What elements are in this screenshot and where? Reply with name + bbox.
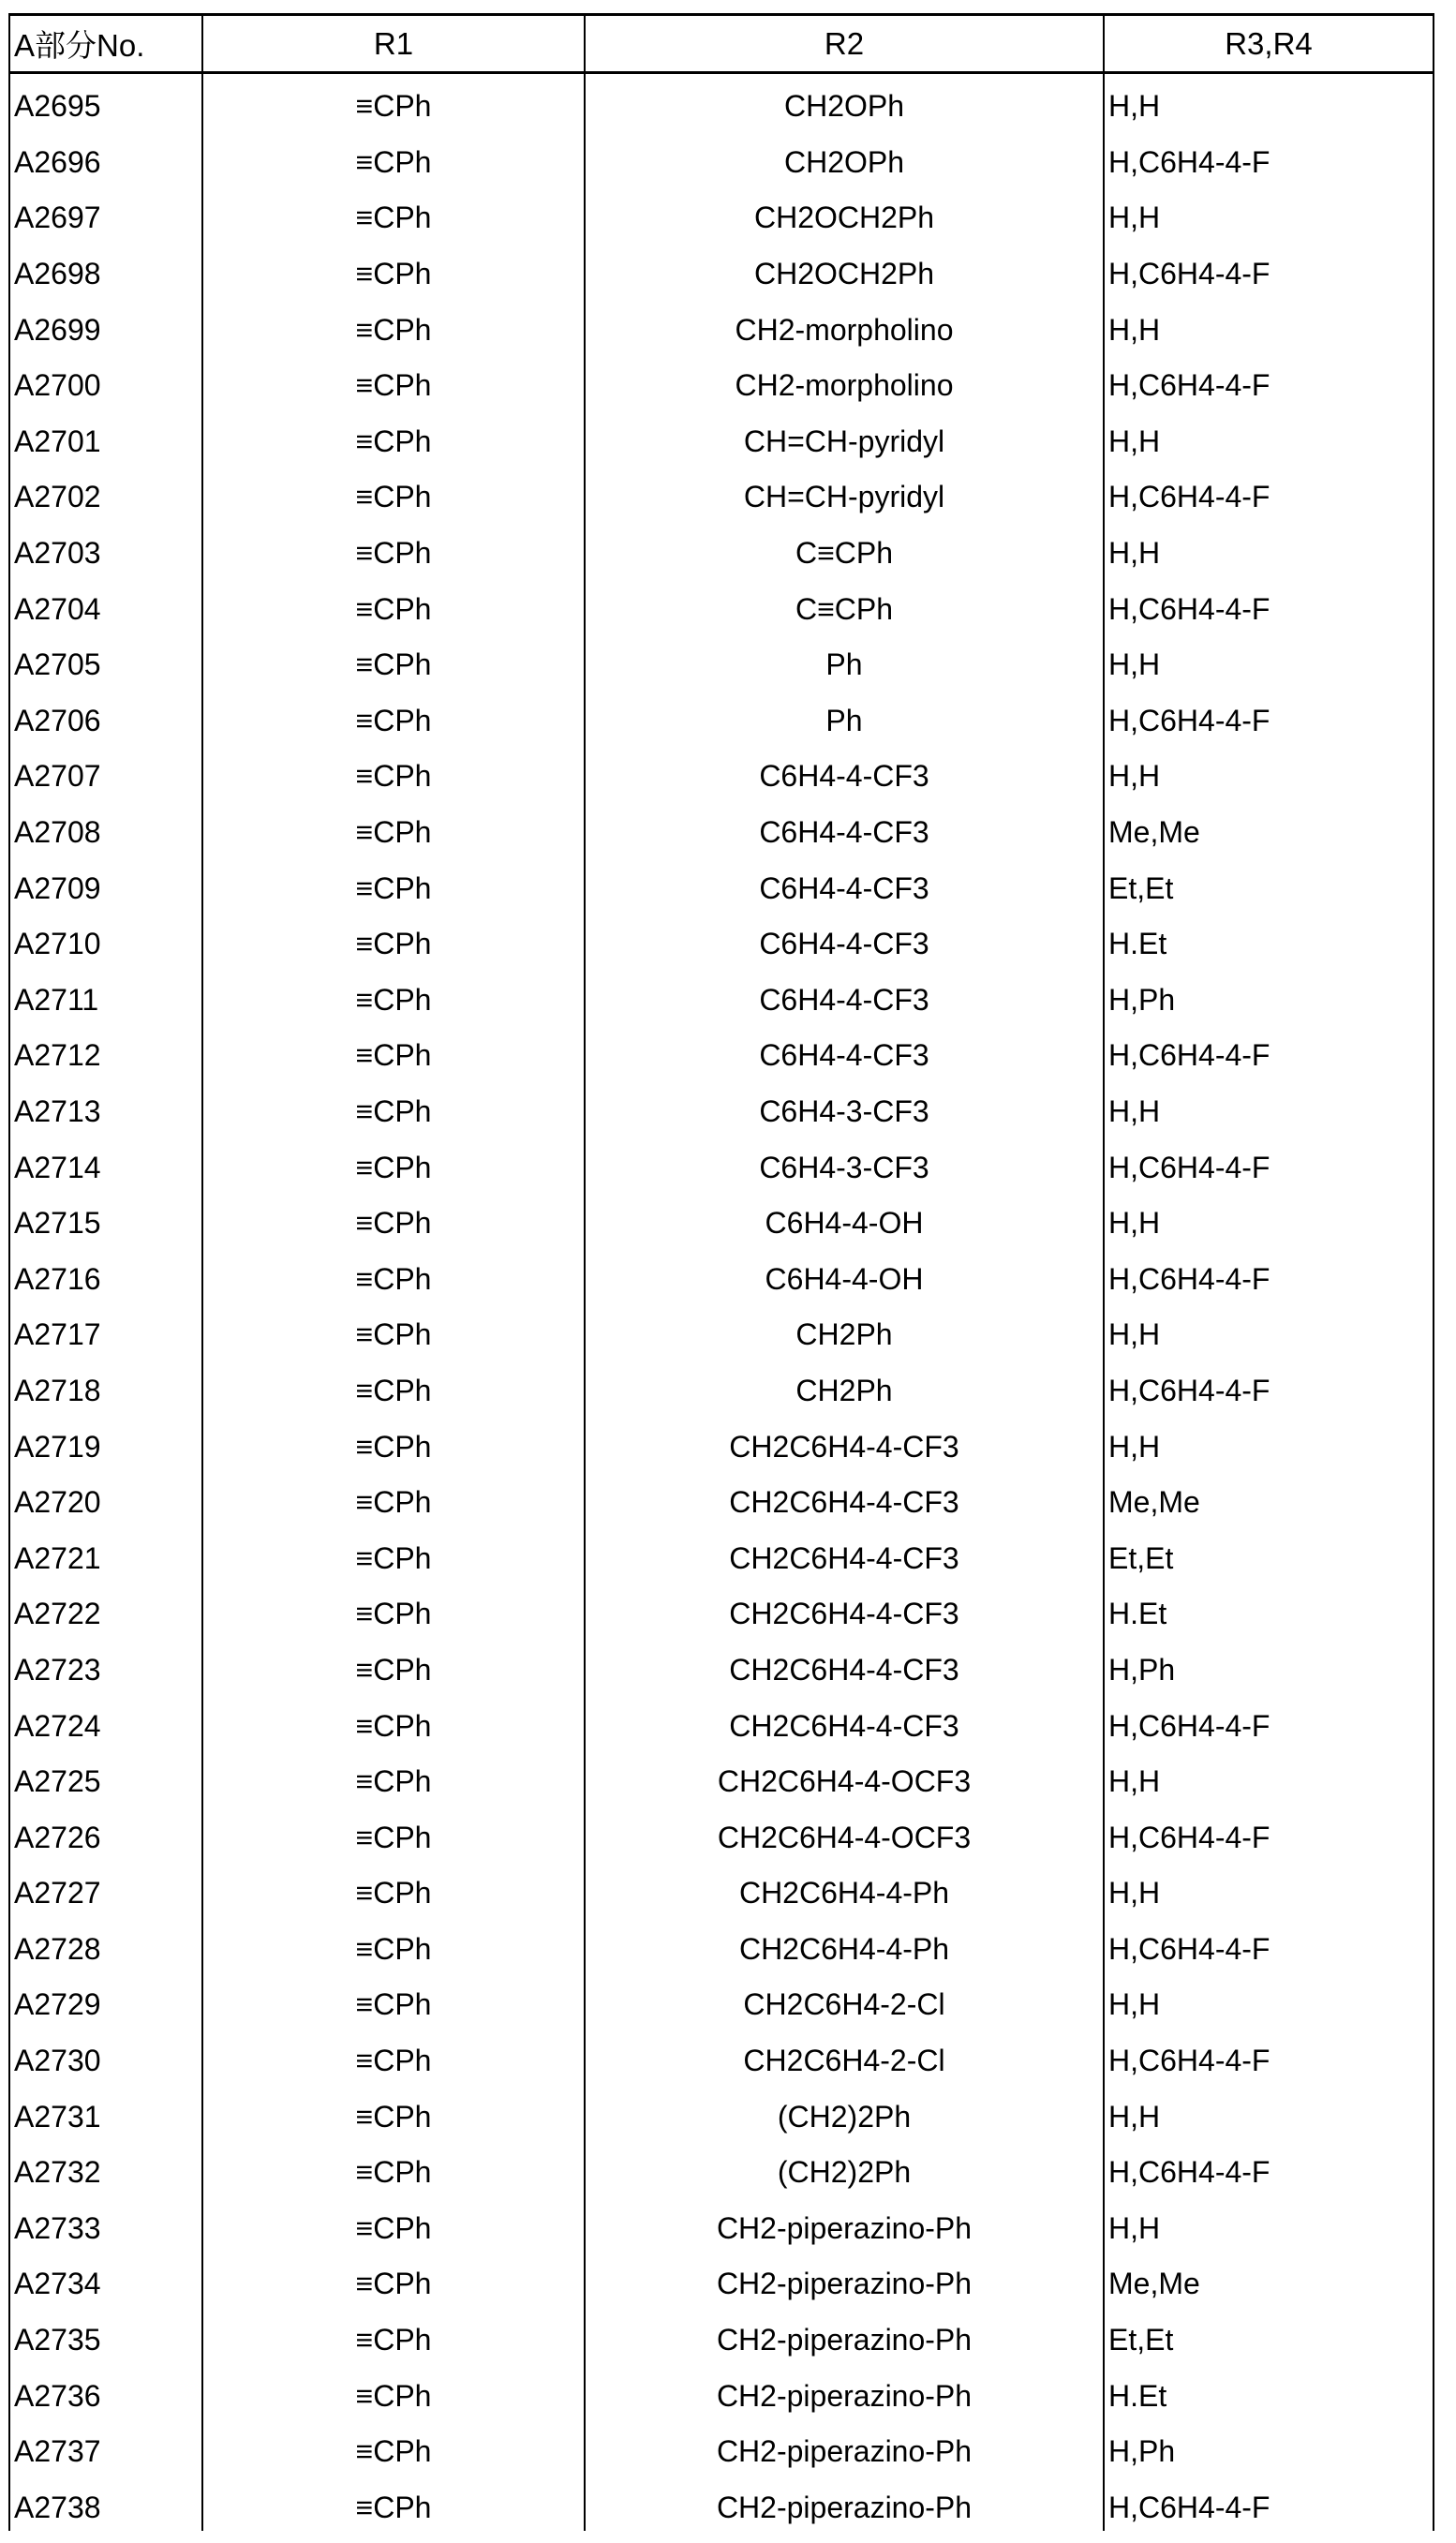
table-body xyxy=(8,74,1434,2531)
cell-r3-r4: Me,Me xyxy=(1103,1470,1434,1526)
cell-r3-r4: H,H xyxy=(1103,632,1434,689)
cell-r1: ≡CPh xyxy=(201,800,584,856)
cell-a-part-no: A2697 xyxy=(8,186,201,242)
cell-a-part-no: A2699 xyxy=(8,297,201,353)
table-row xyxy=(8,1246,1434,1302)
cell-r2: CH2-piperazino-Ph xyxy=(584,2252,1103,2308)
cell-r1: ≡CPh xyxy=(201,1638,584,1694)
cell-r1: ≡CPh xyxy=(201,74,584,130)
cell-a-part-no: A2723 xyxy=(8,1638,201,1694)
cell-r3-r4: H,H xyxy=(1103,297,1434,353)
cell-r2: C6H4-4-CF3 xyxy=(584,968,1103,1024)
cell-r1: ≡CPh xyxy=(201,1693,584,1749)
cell-a-part-no: A2711 xyxy=(8,968,201,1024)
cell-r2: Ph xyxy=(584,632,1103,689)
cell-r1: ≡CPh xyxy=(201,855,584,912)
cell-a-part-no: A2726 xyxy=(8,1805,201,1861)
cell-r2: CH2C6H4-4-OCF3 xyxy=(584,1749,1103,1806)
cell-r3-r4: H,C6H4-4-F xyxy=(1103,689,1434,745)
cell-r1: ≡CPh xyxy=(201,744,584,800)
cell-r2: C6H4-4-OH xyxy=(584,1246,1103,1302)
cell-a-part-no: A2736 xyxy=(8,2363,201,2419)
cell-r3-r4: Et,Et xyxy=(1103,1525,1434,1582)
cell-a-part-no: A2703 xyxy=(8,521,201,577)
cell-r1: ≡CPh xyxy=(201,1805,584,1861)
cell-r2: CH2-piperazino-Ph xyxy=(584,2419,1103,2476)
cell-r2: CH2C6H4-4-OCF3 xyxy=(584,1805,1103,1861)
table-row xyxy=(8,1638,1434,1694)
cell-a-part-no: A2713 xyxy=(8,1079,201,1136)
cell-a-part-no: A2710 xyxy=(8,912,201,968)
table-row xyxy=(8,1414,1434,1470)
cell-r2: CH2C6H4-2-Cl xyxy=(584,1972,1103,2029)
table-row xyxy=(8,744,1434,800)
cell-r3-r4: H,H xyxy=(1103,2084,1434,2140)
cell-r3-r4: H,Ph xyxy=(1103,2419,1434,2476)
cell-r2: CH2C6H4-4-CF3 xyxy=(584,1638,1103,1694)
cell-r2: C6H4-4-CF3 xyxy=(584,744,1103,800)
cell-r1: ≡CPh xyxy=(201,2308,584,2364)
table-row xyxy=(8,1917,1434,1973)
cell-r3-r4: H,C6H4-4-F xyxy=(1103,1359,1434,1415)
cell-a-part-no: A2731 xyxy=(8,2084,201,2140)
table-row xyxy=(8,1302,1434,1359)
cell-r3-r4: H,C6H4-4-F xyxy=(1103,2140,1434,2196)
cell-r1: ≡CPh xyxy=(201,1525,584,1582)
table-row xyxy=(8,1525,1434,1582)
cell-r2: C6H4-4-CF3 xyxy=(584,855,1103,912)
cell-r3-r4: H,H xyxy=(1103,521,1434,577)
cell-r3-r4: H,H xyxy=(1103,186,1434,242)
cell-r2: C6H4-4-CF3 xyxy=(584,800,1103,856)
cell-r1: ≡CPh xyxy=(201,1414,584,1470)
cell-a-part-no: A2704 xyxy=(8,576,201,632)
cell-a-part-no: A2717 xyxy=(8,1302,201,1359)
cell-r3-r4: H,H xyxy=(1103,744,1434,800)
cell-r2: C6H4-4-OH xyxy=(584,1191,1103,1247)
cell-r2: CH2-morpholino xyxy=(584,353,1103,409)
table-row xyxy=(8,576,1434,632)
cell-r2: CH2C6H4-4-CF3 xyxy=(584,1414,1103,1470)
cell-r3-r4: H,C6H4-4-F xyxy=(1103,353,1434,409)
cell-a-part-no: A2706 xyxy=(8,689,201,745)
header-r2: R2 xyxy=(584,16,1103,71)
cell-r2: CH2C6H4-2-Cl xyxy=(584,2029,1103,2085)
cell-r2: (CH2)2Ph xyxy=(584,2084,1103,2140)
cell-a-part-no: A2727 xyxy=(8,1861,201,1917)
cell-r2: C≡CPh xyxy=(584,521,1103,577)
table-row xyxy=(8,968,1434,1024)
cell-a-part-no: A2732 xyxy=(8,2140,201,2196)
cell-r3-r4: H,H xyxy=(1103,74,1434,130)
cell-r2: CH=CH-pyridyl xyxy=(584,409,1103,466)
table-row xyxy=(8,130,1434,186)
table-row xyxy=(8,1079,1434,1136)
cell-r3-r4: H,C6H4-4-F xyxy=(1103,576,1434,632)
cell-r3-r4: H,C6H4-4-F xyxy=(1103,2476,1434,2532)
cell-a-part-no: A2733 xyxy=(8,2196,201,2253)
cell-r2: CH2OCH2Ph xyxy=(584,242,1103,298)
cell-r3-r4: H,C6H4-4-F xyxy=(1103,465,1434,521)
cell-a-part-no: A2705 xyxy=(8,632,201,689)
cell-r3-r4: H,H xyxy=(1103,1749,1434,1806)
cell-r3-r4: Et,Et xyxy=(1103,2308,1434,2364)
cell-a-part-no: A2700 xyxy=(8,353,201,409)
cell-r2: C≡CPh xyxy=(584,576,1103,632)
cell-r2: CH=CH-pyridyl xyxy=(584,465,1103,521)
cell-r2: CH2C6H4-4-CF3 xyxy=(584,1582,1103,1638)
table-row xyxy=(8,1749,1434,1806)
cell-r3-r4: H,C6H4-4-F xyxy=(1103,1246,1434,1302)
cell-a-part-no: A2725 xyxy=(8,1749,201,1806)
cell-r3-r4: H.Et xyxy=(1103,912,1434,968)
cell-a-part-no: A2715 xyxy=(8,1191,201,1247)
cell-r1: ≡CPh xyxy=(201,1302,584,1359)
table-row xyxy=(8,74,1434,130)
cell-a-part-no: A2721 xyxy=(8,1525,201,1582)
cell-r1: ≡CPh xyxy=(201,1359,584,1415)
cell-r3-r4: H.Et xyxy=(1103,1582,1434,1638)
cell-r3-r4: H,H xyxy=(1103,2196,1434,2253)
table-row xyxy=(8,2084,1434,2140)
cell-r1: ≡CPh xyxy=(201,1972,584,2029)
table-row xyxy=(8,2363,1434,2419)
table-row xyxy=(8,2029,1434,2085)
table-row xyxy=(8,855,1434,912)
table-row xyxy=(8,2140,1434,2196)
cell-r1: ≡CPh xyxy=(201,632,584,689)
cell-a-part-no: A2728 xyxy=(8,1917,201,1973)
table-row xyxy=(8,1693,1434,1749)
cell-r1: ≡CPh xyxy=(201,689,584,745)
cell-r2: CH2C6H4-4-CF3 xyxy=(584,1470,1103,1526)
cell-r1: ≡CPh xyxy=(201,186,584,242)
cell-r3-r4: H,C6H4-4-F xyxy=(1103,1917,1434,1973)
table-row xyxy=(8,2476,1434,2532)
cell-a-part-no: A2719 xyxy=(8,1414,201,1470)
cell-r1: ≡CPh xyxy=(201,1582,584,1638)
cell-r2: CH2Ph xyxy=(584,1302,1103,1359)
cell-a-part-no: A2714 xyxy=(8,1135,201,1191)
cell-r3-r4: Me,Me xyxy=(1103,2252,1434,2308)
cell-r3-r4: H,C6H4-4-F xyxy=(1103,2029,1434,2085)
table-row xyxy=(8,1805,1434,1861)
cell-r2: CH2OPh xyxy=(584,130,1103,186)
cell-r1: ≡CPh xyxy=(201,242,584,298)
cell-r2: CH2C6H4-4-Ph xyxy=(584,1917,1103,1973)
table-row xyxy=(8,632,1434,689)
cell-r2: CH2Ph xyxy=(584,1359,1103,1415)
cell-r1: ≡CPh xyxy=(201,2196,584,2253)
compound-table xyxy=(8,13,1434,2531)
cell-r1: ≡CPh xyxy=(201,1917,584,1973)
cell-r1: ≡CPh xyxy=(201,2252,584,2308)
cell-r1: ≡CPh xyxy=(201,1749,584,1806)
cell-r3-r4: H,H xyxy=(1103,409,1434,466)
cell-r2: CH2-piperazino-Ph xyxy=(584,2196,1103,2253)
cell-r2: C6H4-4-CF3 xyxy=(584,1023,1103,1079)
cell-r1: ≡CPh xyxy=(201,465,584,521)
cell-a-part-no: A2708 xyxy=(8,800,201,856)
cell-r2: CH2-piperazino-Ph xyxy=(584,2308,1103,2364)
table-row xyxy=(8,409,1434,466)
cell-r1: ≡CPh xyxy=(201,912,584,968)
table-row xyxy=(8,353,1434,409)
table-header-row xyxy=(8,13,1434,74)
table-row xyxy=(8,1582,1434,1638)
cell-r2: CH2C6H4-4-Ph xyxy=(584,1861,1103,1917)
table-row xyxy=(8,465,1434,521)
cell-a-part-no: A2718 xyxy=(8,1359,201,1415)
cell-a-part-no: A2738 xyxy=(8,2476,201,2532)
cell-r3-r4: Et,Et xyxy=(1103,855,1434,912)
cell-r1: ≡CPh xyxy=(201,1191,584,1247)
cell-a-part-no: A2722 xyxy=(8,1582,201,1638)
table-row xyxy=(8,1470,1434,1526)
table-row xyxy=(8,912,1434,968)
cell-r2: CH2-morpholino xyxy=(584,297,1103,353)
cell-r3-r4: H,C6H4-4-F xyxy=(1103,1693,1434,1749)
header-r3-r4: R3,R4 xyxy=(1103,16,1434,71)
cell-r3-r4: H,H xyxy=(1103,1079,1434,1136)
cell-r2: C6H4-3-CF3 xyxy=(584,1135,1103,1191)
cell-r3-r4: H,H xyxy=(1103,1861,1434,1917)
cell-r3-r4: H,H xyxy=(1103,1414,1434,1470)
cell-r1: ≡CPh xyxy=(201,576,584,632)
table-row xyxy=(8,2308,1434,2364)
table-row xyxy=(8,1861,1434,1917)
cell-r2: C6H4-4-CF3 xyxy=(584,912,1103,968)
cell-r2: CH2C6H4-4-CF3 xyxy=(584,1525,1103,1582)
cell-r3-r4: H,C6H4-4-F xyxy=(1103,242,1434,298)
cell-a-part-no: A2730 xyxy=(8,2029,201,2085)
cell-r1: ≡CPh xyxy=(201,2419,584,2476)
cell-r1: ≡CPh xyxy=(201,1135,584,1191)
cell-r2: CH2C6H4-4-CF3 xyxy=(584,1693,1103,1749)
cell-r1: ≡CPh xyxy=(201,2476,584,2532)
cell-r1: ≡CPh xyxy=(201,130,584,186)
cell-r1: ≡CPh xyxy=(201,968,584,1024)
cell-a-part-no: A2702 xyxy=(8,465,201,521)
cell-r3-r4: H,Ph xyxy=(1103,968,1434,1024)
cell-r2: CH2-piperazino-Ph xyxy=(584,2363,1103,2419)
table-row xyxy=(8,1023,1434,1079)
cell-r1: ≡CPh xyxy=(201,2084,584,2140)
cell-a-part-no: A2735 xyxy=(8,2308,201,2364)
cell-a-part-no: A2695 xyxy=(8,74,201,130)
cell-r3-r4: H,H xyxy=(1103,1191,1434,1247)
cell-r1: ≡CPh xyxy=(201,1079,584,1136)
cell-r1: ≡CPh xyxy=(201,1023,584,1079)
cell-a-part-no: A2698 xyxy=(8,242,201,298)
cell-r1: ≡CPh xyxy=(201,521,584,577)
table-row xyxy=(8,521,1434,577)
cell-a-part-no: A2716 xyxy=(8,1246,201,1302)
cell-r3-r4: H,C6H4-4-F xyxy=(1103,130,1434,186)
header-r1: R1 xyxy=(201,16,584,71)
cell-r2: Ph xyxy=(584,689,1103,745)
cell-r1: ≡CPh xyxy=(201,353,584,409)
cell-r2: CH2OPh xyxy=(584,74,1103,130)
cell-r3-r4: H,H xyxy=(1103,1302,1434,1359)
cell-a-part-no: A2737 xyxy=(8,2419,201,2476)
cell-r2: C6H4-3-CF3 xyxy=(584,1079,1103,1136)
cell-r3-r4: H.Et xyxy=(1103,2363,1434,2419)
cell-a-part-no: A2696 xyxy=(8,130,201,186)
table-row xyxy=(8,2419,1434,2476)
cell-r1: ≡CPh xyxy=(201,1246,584,1302)
table-row xyxy=(8,242,1434,298)
cell-a-part-no: A2701 xyxy=(8,409,201,466)
cell-r3-r4: H,C6H4-4-F xyxy=(1103,1023,1434,1079)
cell-a-part-no: A2712 xyxy=(8,1023,201,1079)
table-row xyxy=(8,1359,1434,1415)
table-row xyxy=(8,1972,1434,2029)
cell-r2: CH2-piperazino-Ph xyxy=(584,2476,1103,2532)
cell-a-part-no: A2729 xyxy=(8,1972,201,2029)
cell-a-part-no: A2724 xyxy=(8,1693,201,1749)
cell-r2: CH2OCH2Ph xyxy=(584,186,1103,242)
cell-r1: ≡CPh xyxy=(201,2363,584,2419)
cell-a-part-no: A2720 xyxy=(8,1470,201,1526)
table-row xyxy=(8,297,1434,353)
cell-r3-r4: H,H xyxy=(1103,1972,1434,2029)
table-row xyxy=(8,186,1434,242)
cell-a-part-no: A2707 xyxy=(8,744,201,800)
table-row xyxy=(8,689,1434,745)
cell-r3-r4: H,C6H4-4-F xyxy=(1103,1135,1434,1191)
cell-r1: ≡CPh xyxy=(201,1861,584,1917)
cell-r1: ≡CPh xyxy=(201,409,584,466)
cell-r2: (CH2)2Ph xyxy=(584,2140,1103,2196)
cell-r1: ≡CPh xyxy=(201,297,584,353)
cell-a-part-no: A2734 xyxy=(8,2252,201,2308)
cell-r3-r4: Me,Me xyxy=(1103,800,1434,856)
cell-r1: ≡CPh xyxy=(201,1470,584,1526)
cell-r3-r4: H,C6H4-4-F xyxy=(1103,1805,1434,1861)
cell-r3-r4: H,Ph xyxy=(1103,1638,1434,1694)
cell-r1: ≡CPh xyxy=(201,2140,584,2196)
header-a-part-no: A部分No. xyxy=(8,16,201,71)
table-row xyxy=(8,800,1434,856)
cell-a-part-no: A2709 xyxy=(8,855,201,912)
table-row xyxy=(8,2252,1434,2308)
table-row xyxy=(8,2196,1434,2253)
table-row xyxy=(8,1135,1434,1191)
cell-r1: ≡CPh xyxy=(201,2029,584,2085)
table-row xyxy=(8,1191,1434,1247)
